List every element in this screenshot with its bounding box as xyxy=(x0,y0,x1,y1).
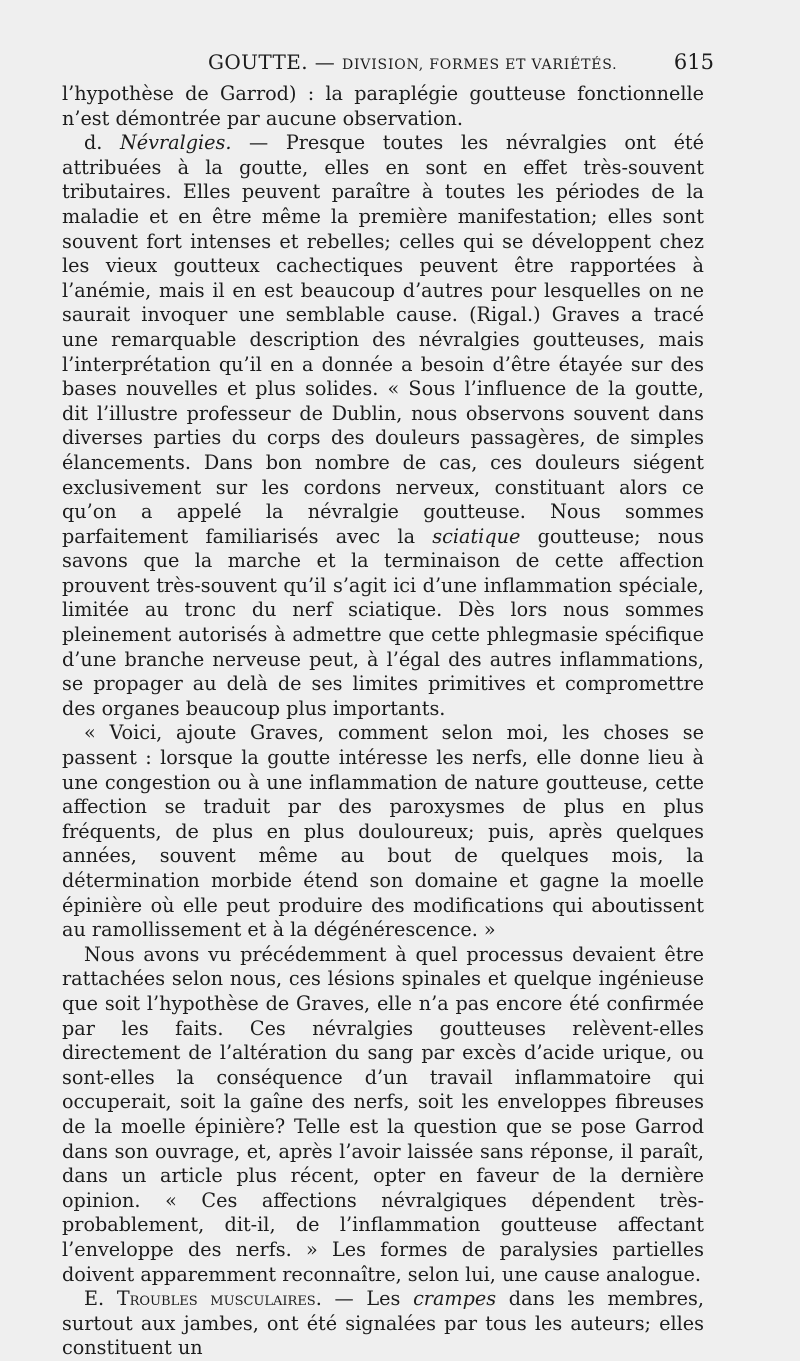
body-text xyxy=(62,82,704,1361)
running-header xyxy=(62,42,714,82)
page-number: 615 xyxy=(673,50,714,74)
book-page xyxy=(0,42,800,1360)
paragraph-text: — Presque toutes les névralgies ont été attribuées à la goutte, elles en sont en effet très-souvent tributaires. Elles peuvent paraître à toutes les périodes de la maladie et en être même la première manifestation; elles sont souvent fort intenses et rebelles; celles qui se développent chez les vieux goutteux cachectiques peuvent être rapportées à l’anémie, mais il en est beaucoup d’autres pour lesquelles on ne saurait invoquer une semblable cause. (Rigal.) Graves a tracé une remarquable description des névralgies goutteuses, mais l’interprétation qu’il en a donnée a besoin d’être étayée sur des bases nouvelles et plus solides. « Sous l’influence de la goutte, dit l’illustre professeur de Dublin, nous observons souvent dans diverses parties du corps des douleurs passagères, de simples élancements. Dans bon nombre de cas, ces douleurs siégent exclusivement sur les cordons nerveux, constituant alors ce qu’on a appelé la névralgie goutteuse. Nous sommes parfaitement familiarisés avec la xyxy=(62,131,705,548)
paragraph-continuation: l’hypothèse de Garrod) : la paraplégie goutteuse fonctionnelle n’est démontrée par aucune observation. xyxy=(62,82,704,130)
paragraph-discussion: Nous avons vu précédemment à quel processus devaient être rattachées selon nous, ces lésions spinales et quelque ingénieuse que soit l’hypothèse de Graves, elle n’a pas encore été confirmée par les faits. Ces névralgies goutteuses relèvent-elles directement de l’altération du sang par excès d’acide urique, ou sont-elles la conséquence d’un travail inflammatoire qui occuperait, soit la gaîne des nerfs, soit les enveloppes fibreuses de la moelle épinière? Telle est la question que se pose Garrod dans son ouvrage, et, après l’avoir laissée sans réponse, il paraît, dans un article plus récent, opter en faveur de la dernière opinion. « Ces affections névralgiques dépendent très-probablement, dit-il, de l’inflammation goutteuse affectant l’enveloppe des nerfs. » Les formes de paralysies partielles doivent apparemment reconnaître, selon lui, une cause analogue. xyxy=(62,942,704,1286)
paragraph-graves-quote: « Voici, ajoute Graves, comment selon moi, les choses se passent : lorsque la goutte intéresse les nerfs, elle donne lieu à une congestion ou à une inflammation de nature goutteuse, cette affection se traduit par des paroxysmes de plus en plus fréquents, de plus en plus douloureux; puis, après quelques années, souvent même au bout de quelques mois, la détermination morbide étend son domaine et gagne la moelle épinière où elle peut produire des modifications qui aboutissent au ramollissement et à la dégénérescence. » xyxy=(62,721,704,942)
paragraph-nevralgies xyxy=(62,131,704,721)
running-title-sub: DIVISION, FORMES ET VARIÉTÉS. xyxy=(341,57,618,73)
paragraph-text: goutteuse; nous savons que la marche et la terminaison de cette affection prouvent très-souvent qu’il s’agit ici d’une inflammation spéciale, limitée au tronc du nerf sciatique. Dès lors nous sommes pleinement autorisés à admettre que cette phlegmasie spécifique d’une branche nerveuse peut, à l’égal des autres inflammations, se propager au delà de ses limites primitives et compromettre des organes beaucoup plus importants. xyxy=(62,524,704,720)
paragraph-troubles-musculaires xyxy=(62,1287,704,1361)
section-heading-nevralgies: Névralgies. xyxy=(120,131,232,155)
running-title-main: GOUTTE. — xyxy=(208,50,342,74)
section-letter-d: d. xyxy=(84,131,120,155)
paragraph-text: — Les xyxy=(321,1287,414,1311)
paragraph-text: dans les membres, surtout aux jambes, ont été signalées par tous les auteurs; elles constituent un xyxy=(62,1287,704,1360)
italic-term-crampes: crampes xyxy=(413,1287,497,1311)
section-letter-e: E. xyxy=(84,1287,117,1311)
running-title xyxy=(208,42,617,85)
italic-term-sciatique: sciatique xyxy=(432,524,521,548)
section-heading-troubles-musculaires: Troubles musculaires. xyxy=(116,1287,322,1311)
